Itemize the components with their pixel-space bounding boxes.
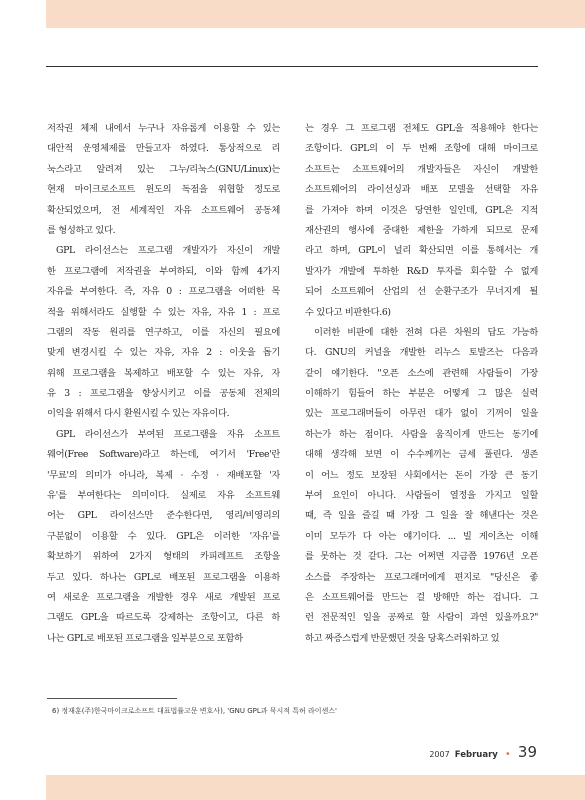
text-line: 자유를 부여한다. 즉, 자유 0 : 프로그램을 어떠한 목: [47, 286, 280, 298]
text-line: 소프트웨어의 라이선싱과 배포 모델을 선택할 자유: [305, 184, 538, 196]
bottom-color-band: [46, 775, 585, 800]
text-line: 이미 모두가 다 아는 얘기이다. ... 빌 게이츠는 이해: [305, 530, 538, 542]
text-line: 때, 즉 일을 즐길 때 가장 그 일을 잘 해낸다는 것은: [305, 510, 538, 522]
footnote: 6) 정재훈(주)한국마이크로소프트 대표법률고문 변호사), 'GNU GPL과 묵시적 특허 라이센스': [52, 707, 337, 715]
text-line: 위해 프로그램을 복제하고 배포할 수 있는 자유, 자: [47, 367, 280, 379]
page-number: 39: [517, 743, 537, 761]
text-line: 라고 하며, GPL이 널리 확산되면 이를 통해서는 개: [305, 245, 538, 257]
text-line: 어는 GPL 라이선스만 준수한다면, 영리/비영리의: [47, 510, 280, 522]
text-line: 소스를 주장하는 프로그래머에게 편지로 "당신은 좋: [305, 571, 538, 583]
folio-year: 2007: [429, 750, 450, 759]
text-line: 이해하기 힘들어 하는 부분은 어떻게 그 많은 실력: [305, 388, 538, 400]
text-line: 웨어(Free Software)라고 하는데, 여기서 'Free'란: [47, 449, 280, 461]
text-line: GPL 라이선스는 프로그램 개발자가 자신이 개발: [56, 245, 280, 257]
text-line: 유'를 부여한다는 의미이다. 실제로 자유 소프트웨: [47, 490, 280, 502]
text-line: 확보하기 위하여 2가지 형태의 카피레프트 조항을: [47, 551, 280, 563]
text-line: 한 프로그램에 저작권을 부여하되, 이와 함께 4가지: [47, 265, 280, 277]
text-line: 를 형성하고 있다.: [47, 224, 116, 236]
text-line: 수 있다고 비판한다.6): [305, 306, 391, 318]
text-line: 다. GNU의 커널을 개발한 리누스 토발즈는 다음과: [305, 347, 538, 359]
text-line: 나는 GPL로 배포된 프로그램을 일부분으로 포함하: [47, 632, 243, 644]
text-line: 이러한 비판에 대한 전혀 다른 차원의 답도 가능하: [314, 326, 538, 338]
text-line: 이 어느 정도 보장된 사회에서는 돈이 가장 큰 동기: [305, 469, 538, 481]
text-line: 확산되었으며, 전 세계적인 자유 소프트웨어 공동체: [47, 204, 280, 216]
text-line: 대안적 운영체제를 만들고자 하였다. 통상적으로 리: [47, 143, 280, 155]
text-line: '무료'의 의미가 아니라, 복제 · 수정 · 재배포할 '자: [47, 469, 280, 481]
text-line: 두고 있다. 하나는 GPL로 배포된 프로그램을 이용하: [47, 571, 280, 583]
text-line: 대해 생각해 보면 이 수수께끼는 금세 풀린다. 생존: [305, 449, 538, 461]
left-text-column: [47, 119, 280, 649]
text-line: 있는 프로그래머들이 아무런 대가 없이 기꺼이 일을: [305, 408, 538, 420]
header-rule: [46, 66, 538, 67]
text-line: 현재 마이크로소프트 윈도의 독점을 위협할 정도로: [47, 184, 280, 196]
text-line: 소프트는 소프트웨어의 개발자들은 자신이 개발한: [305, 163, 538, 175]
text-line: 은 소프트웨어를 만드는 걸 방해만 하는 겁니다. 그: [305, 591, 538, 603]
text-line: 그램의 작동 원리를 연구하고, 이를 자신의 필요에: [47, 326, 280, 338]
folio-month: February: [454, 750, 498, 760]
text-line: 하는가 하는 점이다. 사람을 움직이게 만드는 동기에: [305, 428, 538, 440]
text-line: 이익을 위해서 다시 환원시킬 수 있는 자유이다.: [47, 408, 230, 420]
text-line: 유 3 : 프로그램을 향상시키고 이를 공동체 전체의: [47, 388, 280, 400]
text-line: 여 새로운 프로그램을 개발한 경우 새로 개발된 프로: [47, 591, 280, 603]
text-line: 는 경우 그 프로그램 전체도 GPL을 적용해야 한다는: [305, 123, 538, 134]
footnote-rule: [47, 698, 177, 699]
text-line: 재산권의 행사에 중대한 제한을 가하게 되므로 문제: [305, 224, 538, 236]
text-line: 를 가져야 하며 이것은 당연한 일인데, GPL은 지적: [305, 204, 538, 216]
right-text-column: [305, 119, 538, 649]
text-line: 하고 짜증스럽게 반문했던 것을 당혹스러워하고 있: [305, 632, 500, 644]
text-line: 저작권 체제 내에서 누구나 자유롭게 이용할 수 있는: [47, 123, 280, 134]
text-line: 발자가 개발에 투하한 R&D 투자를 회수할 수 없게: [305, 265, 538, 277]
text-line: 구분없이 이용할 수 있다. GPL은 이러한 '자유'를: [47, 530, 280, 542]
text-line: 조항이다. GPL의 이 두 번째 조항에 대해 마이크로: [305, 143, 538, 155]
top-color-band: [46, 0, 585, 28]
text-line: 같이 얘기한다. "오픈 소스에 관련해 사람들이 가장: [305, 367, 538, 379]
text-line: 눅스라고 알려져 있는 그누/리눅스(GNU/Linux)는: [47, 163, 280, 175]
folio-bullet-icon: •: [504, 749, 511, 760]
text-line: GPL 라이선스가 부여된 프로그램을 자유 소프트: [56, 428, 280, 440]
text-line: 런 전문적인 일을 공짜로 할 사람이 과연 있을까요?": [305, 612, 538, 624]
page-folio: [429, 742, 537, 761]
text-line: 를 못하는 것 같다. 그는 어쩌면 지금쯤 1976년 오픈: [305, 551, 538, 563]
text-line: 적을 위해서라도 실행할 수 있는 자유, 자유 1 : 프로: [47, 306, 280, 318]
text-line: 그램도 GPL을 따르도록 강제하는 조항이고, 다른 하: [47, 612, 280, 624]
text-line: 되어 소프트웨어 산업의 선 순환구조가 무너지게 될: [305, 286, 538, 298]
text-line: 부여 요인이 아니다. 사람들이 열정을 가지고 일할: [305, 490, 538, 502]
text-line: 맞게 변경시킬 수 있는 자유, 자유 2 : 이웃을 돕기: [47, 347, 280, 359]
